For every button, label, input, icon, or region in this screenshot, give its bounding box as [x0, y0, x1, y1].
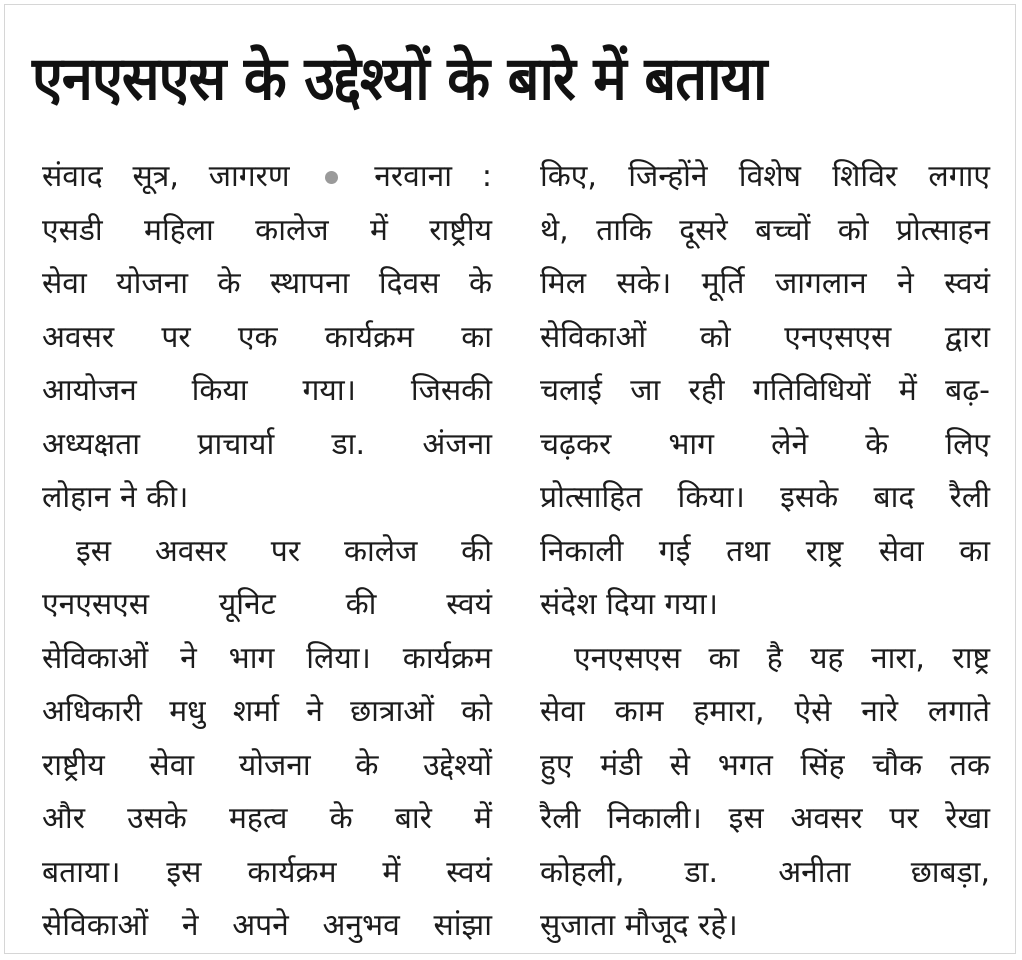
article-column-right: [540, 150, 990, 953]
article-line: बताया। इस कार्यक्रम में स्वयं: [42, 854, 492, 890]
article-line: और उसके महत्व के बारे में: [42, 801, 492, 836]
article-line: एनएसएस का है यह नारा, राष्ट्र: [574, 640, 990, 676]
dateline-place: नरवाना :: [374, 159, 492, 194]
article-line: इस अवसर पर कालेज की: [76, 533, 492, 569]
article-line: सुजाता मौजूद रहे।: [540, 908, 738, 943]
article-line: अध्यक्षता प्राचार्या डा. अंजना: [42, 426, 492, 462]
article-line: मिल सके। मूर्ति जागलान ने स्वयं: [540, 266, 990, 301]
article-line: रैली निकाली। इस अवसर पर रेखा: [540, 801, 990, 836]
article-line: आयोजन किया गया। जिसकी: [42, 373, 492, 408]
article-line: अधिकारी मधु शर्मा ने छात्राओं को: [42, 694, 492, 729]
article-line: किए, जिन्होंने विशेष शिविर लगाए: [540, 159, 990, 194]
dateline: [42, 150, 492, 204]
article-line: प्रोत्साहित किया। इसके बाद रैली: [540, 480, 990, 515]
article-line: एनएसएस यूनिट की स्वयं: [42, 587, 492, 622]
article-line: एसडी महिला कालेज में राष्ट्रीय: [42, 212, 492, 248]
article-headline: एनएसएस के उद्देश्यों के बारे में बताया: [32, 44, 767, 114]
article-line: अवसर पर एक कार्यक्रम का: [42, 319, 492, 355]
article-line: लोहान ने की।: [42, 480, 189, 515]
article-line: चलाई जा रही गतिविधियों में बढ़-: [540, 373, 990, 408]
article-line: सेविकाओं ने अपने अनुभव सांझा: [42, 908, 492, 943]
article-line: निकाली गई तथा राष्ट्र सेवा का: [540, 533, 990, 569]
article-line: राष्ट्रीय सेवा योजना के उद्देश्यों: [42, 747, 492, 783]
article-line: सेवा काम हमारा, ऐसे नारे लगाते: [540, 694, 990, 729]
dateline-source: संवाद सूत्र, जागरण: [42, 159, 290, 194]
article-line: सेविकाओं ने भाग लिया। कार्यक्रम: [42, 640, 492, 676]
article-column-left: [42, 150, 492, 953]
article-line: सेविकाओं को एनएसएस द्वारा: [540, 319, 990, 355]
article-line: कोहली, डा. अनीता छाबड़ा,: [540, 854, 990, 890]
dateline-bullet-icon: [325, 171, 338, 184]
article-line: चढ़कर भाग लेने के लिए: [540, 426, 990, 462]
article-line: संदेश दिया गया।: [540, 587, 718, 622]
article-line: थे, ताकि दूसरे बच्चों को प्रोत्साहन: [540, 212, 990, 248]
article-line: सेवा योजना के स्थापना दिवस के: [42, 266, 492, 301]
article-line: हुए मंडी से भगत सिंह चौक तक: [540, 747, 990, 783]
